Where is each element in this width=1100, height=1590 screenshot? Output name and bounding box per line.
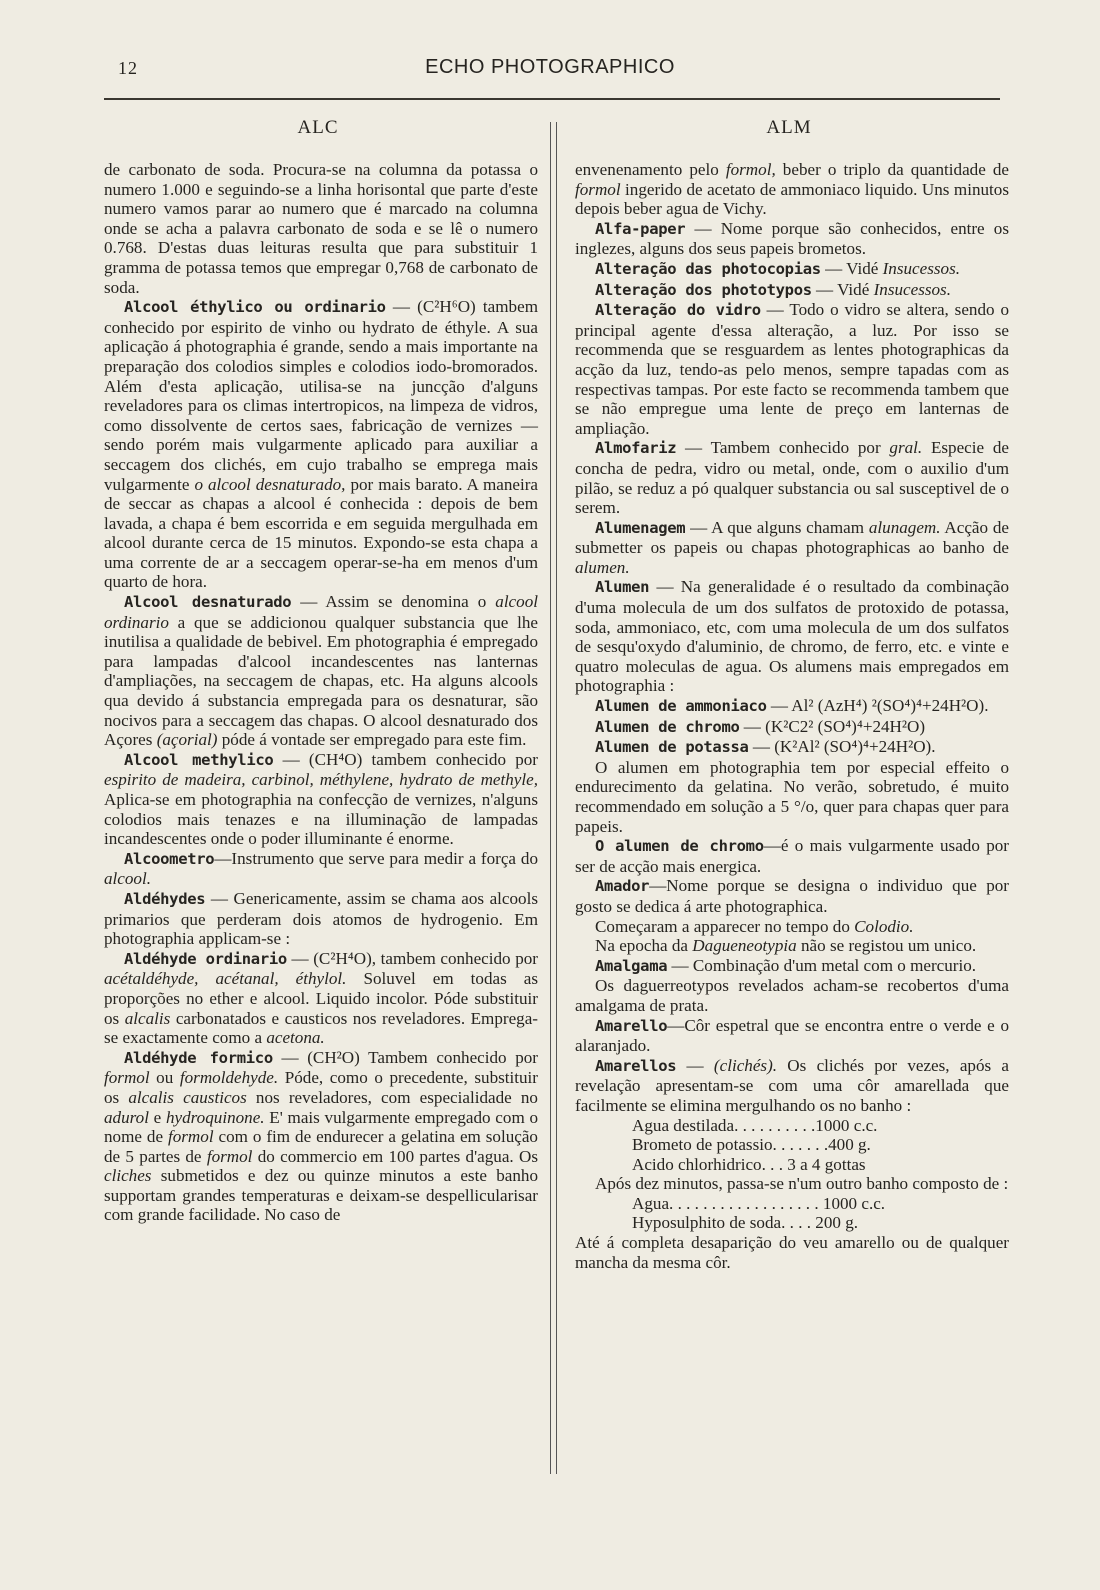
- recipe-row: Acido chlorhidrico . . . 3 a 4 gottas: [632, 1154, 866, 1174]
- left-column: [104, 160, 538, 1225]
- entry-amarellos: Amarellos — (clichés). Os clichés por vezes, após a revelação apresentam-se com uma côr amarellada que facilmente se elimina mergulhando os no banho :: [575, 1055, 1010, 1115]
- entry-amador: Amador—Nome porque se designa o individuo que por gosto se dedica á arte photographica.: [575, 876, 1009, 916]
- entry-amalgama: Amalgama — Combinação d'um metal com o mercurio.: [595, 955, 977, 975]
- entry-almofariz: Almofariz — Tambem conhecido por gral. Especie de concha de pedra, vidro ou metal, onde, com o auxilio d'um pilão, se reduz a pó qualquer substancia ou sal susceptivel de o serem.: [575, 438, 1009, 518]
- entry-alteracao-phototypos: Alteração dos phototypos — Vidé Insucessos.: [595, 279, 951, 299]
- entry-alumen-potassa: Alumen de potassa — (K²Al² (SO⁴)⁴+24H²O).: [595, 737, 936, 757]
- paragraph: envenenamento pelo formol, beber o triplo da quantidade de formol ingerido de acetato de ammoniaco liquido. Uns minutos depois beber agua de Vichy.: [575, 160, 1009, 219]
- entry-term: Alfa-paper: [595, 219, 686, 238]
- entry-aldehyde-formico: Aldéhyde formico — (CH²O) Tambem conhecido por formol ou formoldehyde. Póde, como o precedente, substituir os alcalis causticos nos reveladores, com especialidade no adurol e hydroquinone. E' mais vulgarmente empregado com o nome de formol com o fim de endurecer a gelatina em solução de 5 partes de formol do commercio em 100 partes d'agua. Os cliches submetidos e dez ou quinze minutos a este banho supportam grandes temperaturas e deixam-se despellicularisar com grande facilidade. No caso de: [104, 1047, 539, 1225]
- entry-term: Amalgama: [595, 956, 668, 975]
- entry-alteracao-vidro: Alteração do vidro — Todo o vidro se altera, sendo o principal agente d'essa alteração, a luz. Por isso se recommenda que se resguardem as lentes photographicas da acção da luz, tendo-as pelo menos, sempre tapadas com as respectivas tampas. Por este facto se recommenda tambem que se não empregue uma lente de preço em lanternas de ampliação.: [575, 300, 1009, 438]
- paragraph: Após dez minutos, passa-se n'um outro banho composto de :: [595, 1174, 1009, 1194]
- entry-term: Alcool éthylico ou ordinario: [124, 298, 386, 317]
- paragraph: Os daguerreotypos revelados acham-se recobertos d'uma amalgama de prata.: [575, 976, 1009, 1015]
- entry-alumen: Alumen — Na generalidade é o resultado da combinação d'uma molecula de um dos sulfatos de protoxido de potassa, soda, ammoniaco, etc, com uma molecula de um dos sulfatos de sesqu'oxydo d'aluminio, de chromo, de ferro, etc. e vinte e quatro moleculas de agua. Os alumens mais empregados em photographia :: [575, 577, 1009, 696]
- entry-alumen-ammoniaco: Alumen de ammoniaco — Al² (AzH⁴) ²(SO⁴)⁴+24H²O).: [595, 696, 989, 716]
- recipe-table-2: [575, 1194, 1009, 1233]
- entry-term: Amarellos: [595, 1056, 677, 1075]
- entry-alcool-ethylico: Alcool éthylico ou ordinario — (C²H⁶O) tambem conhecido por espirito de vinho ou hydrato de éthyle. A sua aplicação á photographia é grande, sendo a mais importante na preparação dos colodios simples e colodios iodo-bromorados. Além d'esta aplicação, utilisa-se na juncção d'alguns reveladores para os climas intertropicos, na limpeza de vidros, como dissolvente de certos saes, fabricação de vernizes — sendo porém mais vulgarmente aplicado para auxiliar a seccagem dos clichés, em cujo trabalho se emprega mais vulgarmente o alcool desnaturado, por mais barato. A maneira de seccar as chapas a alcool é conhecida : depois de bem lavada, a chapa é bem escorrida e em seguida mergulhada em alcool durante cerca de 15 minutos. Expondo-se esta chapa a uma corrente de ar a seccagem operar-se-ha em menos d'um quarto de hora.: [104, 297, 538, 592]
- paragraph: de carbonato de soda. Procura-se na columna da potassa o numero 1.000 e seguindo-se a linha horisontal que parte d'este numero vamos parar ao numero que é marcado na columna onde se acha a palavra carbonato de soda e se lê o numero 0.768. D'estas duas leituras resulta que para substituir 1 gramma de potassa temos que empregar 0,768 de carbonato de soda.: [104, 160, 538, 297]
- page-number: 12: [118, 58, 138, 78]
- entry-term: Alumenagem: [595, 518, 686, 537]
- entry-term: Aldéhydes: [124, 889, 206, 908]
- recipe-row: Agua destilada . . . . . . . . . . 1000 c.c.: [632, 1115, 878, 1135]
- entry-term: O alumen de chromo: [595, 837, 764, 856]
- entry-term: Alteração das photocopias: [595, 259, 821, 278]
- recipe-row: Agua . . . . . . . . . . . . . . . . . . 1000 c.c.: [632, 1193, 886, 1213]
- entry-term: Alumen de chromo: [595, 717, 740, 736]
- entry-term: Alcool desnaturado: [124, 593, 292, 612]
- running-head: ECHO PHOTOGRAPHICO: [425, 56, 675, 78]
- entry-alumen-chromo: Alumen de chromo — (K²C2² (SO⁴)⁴+24H²O): [595, 716, 926, 736]
- entry-alfa-paper: Alfa-paper — Nome porque são conhecidos, entre os inglezes, alguns dos seus papeis brometos.: [575, 218, 1009, 259]
- entry-term: Amador: [595, 877, 650, 896]
- header-rule: [104, 98, 1000, 100]
- entry-alteracao-photocopias: Alteração das photocopias — Vidé Insucessos.: [595, 258, 960, 278]
- entry-term: Alumen: [595, 578, 650, 597]
- recipe-row: Hyposulphito de soda . . . . 200 g.: [632, 1213, 859, 1233]
- entry-amarello: Amarello—Côr espetral que se encontra entre o verde e o alaranjado.: [575, 1015, 1009, 1056]
- paragraph: Até á completa desaparição do veu amarello ou de qualquer mancha da mesma côr.: [575, 1233, 1009, 1272]
- paragraph: Na epocha da Dagueneotypia não se registou um unico.: [595, 936, 977, 956]
- column-divider: [550, 122, 557, 1474]
- paragraph: Começaram a apparecer no tempo do Colodio.: [595, 916, 914, 936]
- entry-alumenagem: Alumenagem — A que alguns chamam alunagem. Acção de submetter os papeis ou chapas photographicas ao banho de alumen.: [575, 517, 1009, 577]
- entry-term: Alcool methylico: [124, 750, 274, 769]
- paragraph: O alumen em photographia tem por especial effeito o endurecimento da gelatina. No verão, sobretudo, é muito recommendado em solução a 5 °/o, quer para chapas quer para papeis.: [575, 757, 1009, 836]
- recipe-row: Brometo de potassio . . . . . . . 400 g.: [632, 1135, 871, 1155]
- right-column: [575, 160, 1009, 1272]
- entry-aldehydes: Aldéhydes — Genericamente, assim se chama aos alcools primarios que perderam dois atomos de hydrogenio. Em photographia applicam-se :: [104, 888, 538, 949]
- entry-term: Aldéhyde formico: [124, 1048, 273, 1067]
- column-guide-left: ALC: [297, 117, 339, 138]
- entry-term: Alcoometro: [124, 849, 215, 868]
- entry-alcool-methylico: Alcool methylico — (CH⁴O) tambem conhecido por espirito de madeira, carbinol, méthylene, hydrato de methyle, Aplica-se em photographia na confecção de vernizes, n'alguns colodios mais tenazes e na illuminação de lampadas incandescentes onde o poder illuminante é enorme.: [104, 749, 538, 849]
- entry-term: Alteração do vidro: [595, 301, 761, 320]
- entry-alcool-desnaturado: Alcool desnaturado — Assim se denomina o alcool ordinario a que se addicionou qualquer substancia que lhe inutilisa a qualidade de bebivel. Em photographia é empregado para lampadas d'alcool incandescentes nas lanternas d'ampliações, na seccagem de chapas, etc. Ha alguns alcools qua devido á substancia empregada para os desnaturar, são nocivos para a seccagem das chapas. O alcool desnaturado dos Açores (açorial) póde á vontade ser empregado para este fim.: [104, 592, 538, 750]
- entry-term: Aldéhyde ordinario: [124, 949, 287, 968]
- entry-term: Alumen de potassa: [595, 738, 749, 757]
- entry-aldehyde-ordinario: Aldéhyde ordinario — (C²H⁴O), tambem conhecido por acétaldéhyde, acétanal, éthylol. Soluvel em todas as proporções no ether e alcool. Liquido incolor. Póde substituir os alcalis carbonatados e causticos nos reveladores. Emprega-se exactamente como a acetona.: [104, 948, 539, 1048]
- column-guide-right: ALM: [766, 117, 812, 138]
- entry-alcoometro: Alcoometro—Instrumento que serve para medir a força do alcool.: [104, 848, 538, 889]
- entry-term: Alteração dos phototypos: [595, 280, 812, 299]
- entry-term: Alumen de ammoniaco: [595, 697, 767, 716]
- recipe-table-1: [575, 1116, 1009, 1175]
- entry-term: Almofariz: [595, 439, 677, 458]
- entry-alumen-de-chromo-note: O alumen de chromo—é o mais vulgarmente usado por ser de acção mais energica.: [575, 836, 1010, 876]
- entry-term: Amarello: [595, 1016, 668, 1035]
